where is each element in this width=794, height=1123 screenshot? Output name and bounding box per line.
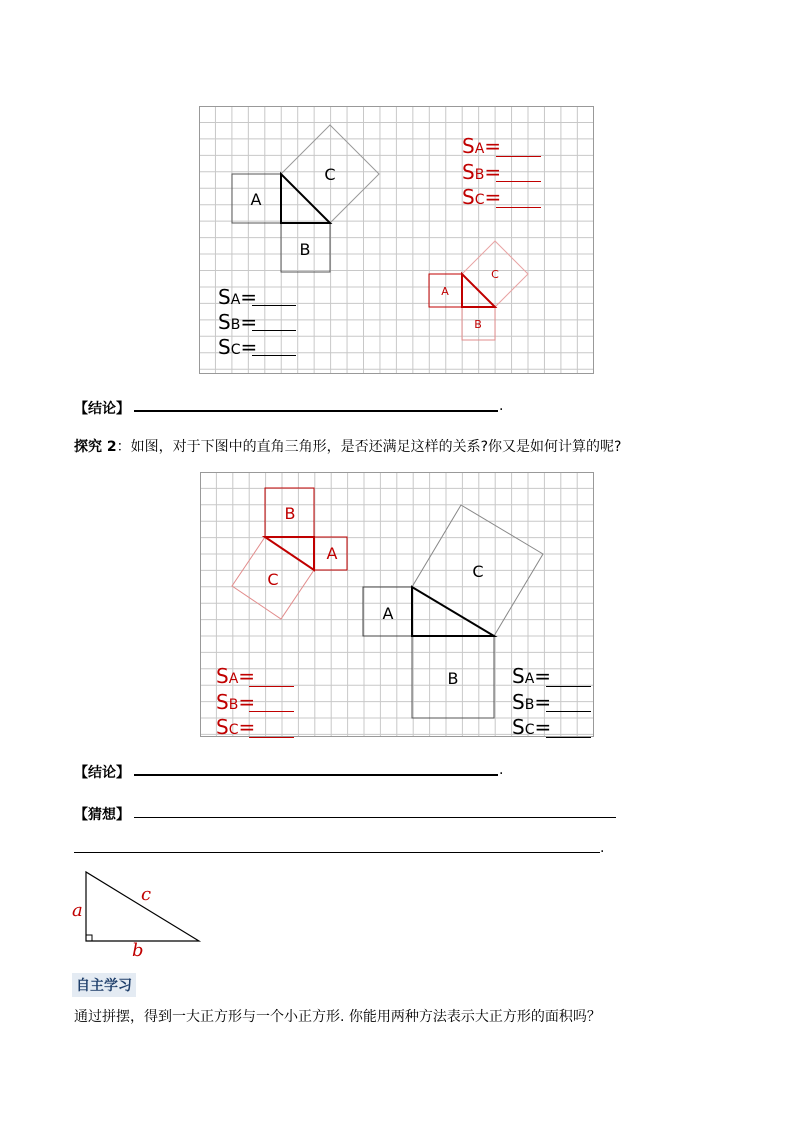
side-c-label: c xyxy=(141,884,152,905)
blank2-sc-red xyxy=(249,737,294,738)
formula-sa-red: SA= xyxy=(462,134,502,158)
blank-sa xyxy=(252,305,296,306)
formula2-sc: SC= xyxy=(512,715,552,739)
formula2-sa: SA= xyxy=(512,664,552,688)
side-b-label: b xyxy=(132,940,144,961)
blank2-sa-red xyxy=(249,686,294,687)
explore-2-text: 探究 2：如图，对于下图中的直角三角形，是否还满足这样的关系?你又是如何计算的呢? xyxy=(74,439,622,455)
guess-period: . xyxy=(600,840,605,856)
right-triangle-diagram xyxy=(80,868,210,948)
blank2-sb xyxy=(546,711,591,712)
formula2-sa-red: SA= xyxy=(216,664,256,688)
right-triangle-2 xyxy=(412,587,494,636)
red-label-a: A xyxy=(326,544,338,563)
formula-sb-red: SB= xyxy=(462,160,502,184)
blank2-sb-red xyxy=(249,711,294,712)
blank-sb xyxy=(252,330,296,331)
formula-sc: SC= xyxy=(218,335,258,359)
blank-sa-red xyxy=(496,156,541,157)
red-label-c: C xyxy=(267,570,279,589)
label-c: C xyxy=(324,165,336,184)
guess-blank-2[interactable] xyxy=(74,852,600,853)
figure-1-grid xyxy=(199,106,594,374)
formula2-sb: SB= xyxy=(512,690,552,714)
formula2-sc-red: SC= xyxy=(216,715,256,739)
guess-label: 【猜想】 xyxy=(74,807,130,823)
guess-blank-1[interactable] xyxy=(134,817,616,818)
side-a-label: a xyxy=(72,900,83,921)
self-study-text: 通过拼摆，得到一大正方形与一个小正方形. 你能用两种方法表示大正方形的面积吗？ xyxy=(74,1009,601,1025)
label-b-2: B xyxy=(447,669,459,688)
formula-sb: SB= xyxy=(218,310,258,334)
right-angle-mark xyxy=(86,935,92,941)
red-label-b: B xyxy=(284,504,296,523)
conclusion-blank-1[interactable] xyxy=(134,410,498,412)
formula-sa: SA= xyxy=(218,285,258,309)
label-a-2: A xyxy=(382,604,394,623)
conclusion-period-1: . xyxy=(499,398,504,414)
formula2-sb-red: SB= xyxy=(216,690,256,714)
blank-sc-red xyxy=(496,207,541,208)
label-a: A xyxy=(250,190,262,209)
blank2-sa xyxy=(546,686,591,687)
blank2-sc xyxy=(546,737,591,738)
conclusion-label-1: 【结论】 xyxy=(74,401,130,417)
conclusion-period-2: . xyxy=(499,762,504,778)
conclusion-label-2: 【结论】 xyxy=(74,765,130,781)
black-pythagoras-figure xyxy=(232,125,379,272)
small-label-b: B xyxy=(474,318,482,331)
grid-lines xyxy=(199,106,594,374)
blank-sc xyxy=(252,355,296,356)
blank-sb-red xyxy=(496,181,541,182)
self-study-tag: 自主学习 xyxy=(72,973,136,997)
right-triangle xyxy=(281,174,330,223)
label-c-2: C xyxy=(472,562,484,581)
conclusion-blank-2[interactable] xyxy=(134,774,498,776)
formula-sc-red: SC= xyxy=(462,185,502,209)
small-label-c: C xyxy=(491,268,499,281)
label-b: B xyxy=(299,240,311,259)
small-label-a: A xyxy=(441,285,449,298)
